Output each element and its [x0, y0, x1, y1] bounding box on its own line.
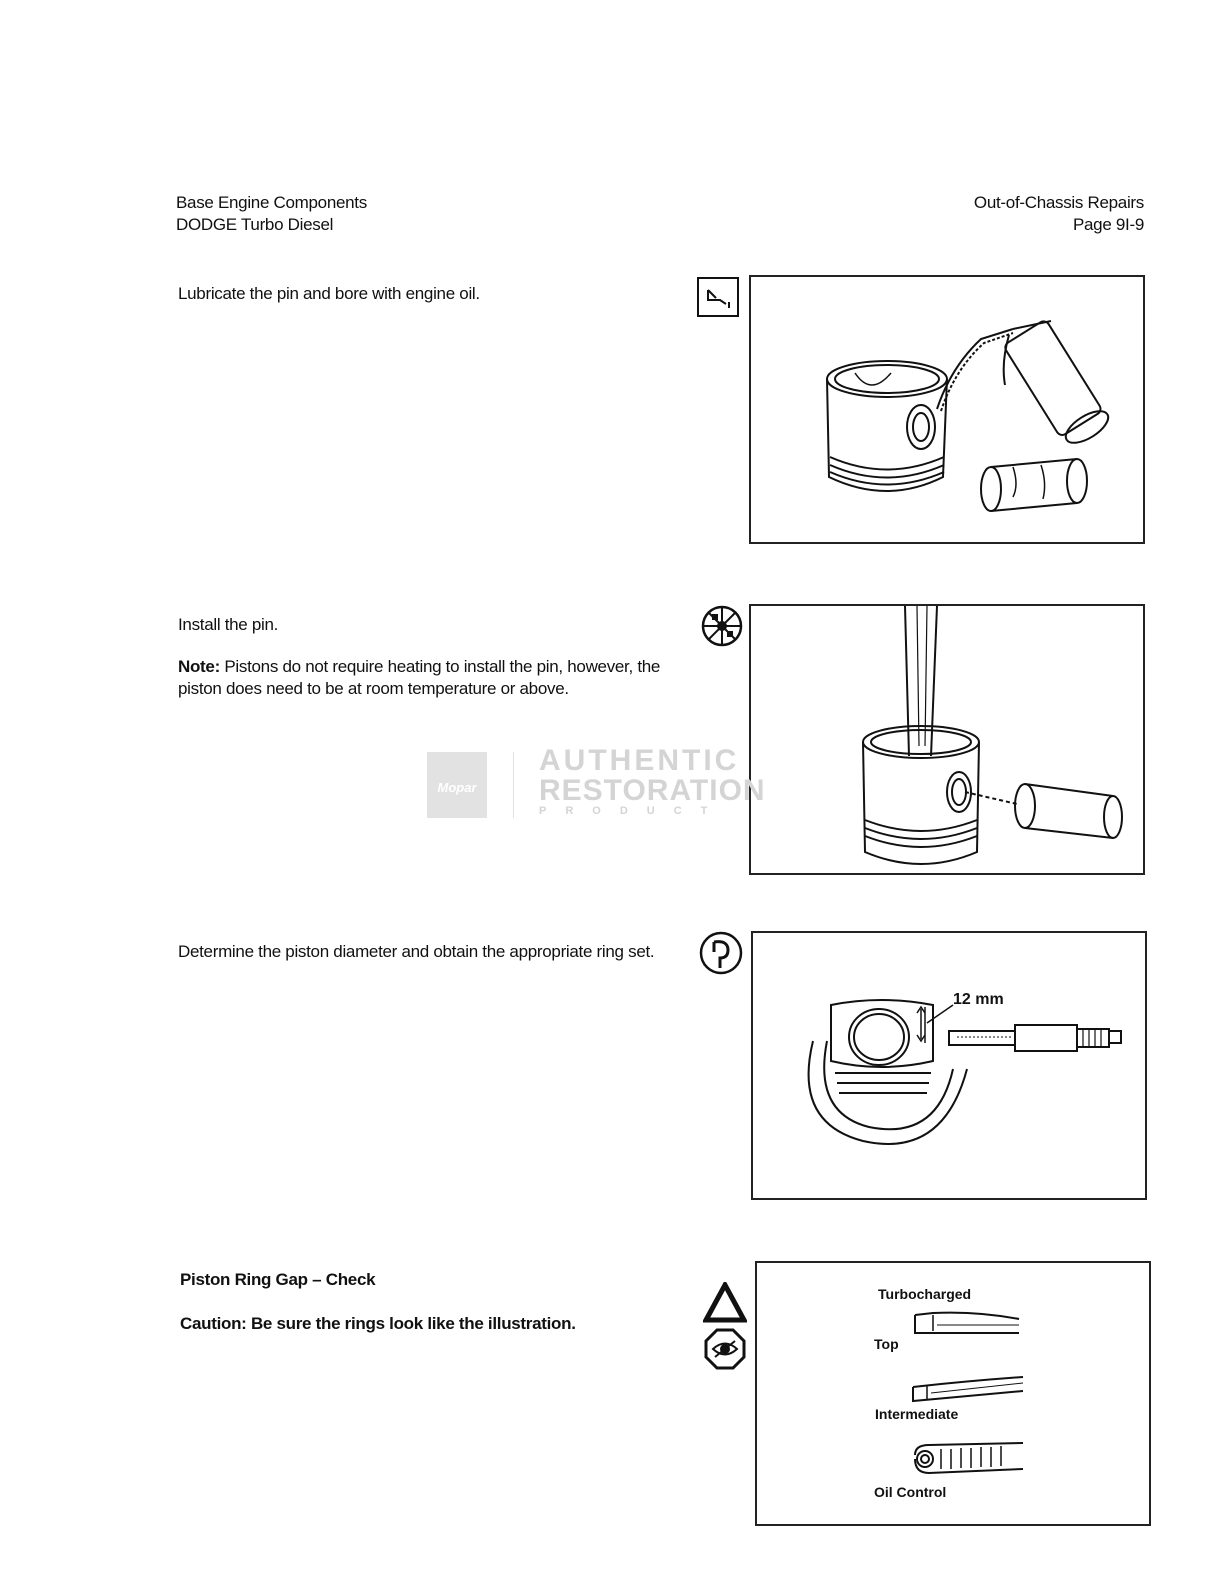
page-number: Page 9I-9 — [1072, 215, 1144, 234]
measure-icon — [698, 930, 744, 976]
mopar-logo-text: Mopar — [437, 780, 477, 795]
note-paragraph — [178, 656, 698, 700]
ring-label-intermediate: Intermediate — [875, 1406, 959, 1422]
ring-figure-title: Turbocharged — [878, 1286, 972, 1302]
oil-control-ring-profile — [915, 1443, 1023, 1473]
figure-install-pin — [749, 604, 1145, 875]
piston-drawing — [827, 361, 947, 491]
figure-lubricate — [749, 275, 1145, 544]
watermark-line2: RESTORATION — [539, 774, 766, 807]
step-install-text: Install the pin. — [178, 615, 279, 634]
ring-label-oil: Oil Control — [874, 1484, 947, 1500]
oil-can-icon — [696, 276, 740, 318]
top-ring-profile — [915, 1313, 1019, 1333]
header-left — [176, 192, 367, 236]
section-title: Base Engine Components — [176, 193, 367, 212]
caution-text: Caution: Be sure the rings look like the illustration. — [180, 1314, 576, 1333]
mopar-logo — [427, 752, 487, 818]
step-install-pin — [178, 614, 698, 700]
assembly-icon — [700, 604, 744, 648]
pin-drawing — [965, 784, 1122, 838]
step-measure-text: Determine the piston diameter and obtain the appropriate ring set. — [178, 942, 655, 961]
step-lubricate-text: Lubricate the pin and bore with engine oil. — [178, 284, 480, 303]
ring-gap-heading: Piston Ring Gap – Check — [180, 1270, 376, 1289]
header-right — [974, 192, 1144, 236]
ring-label-top: Top — [874, 1336, 899, 1352]
chapter-title: Out-of-Chassis Repairs — [973, 193, 1144, 212]
piston-drawing — [831, 1000, 933, 1093]
measurement-arrow — [917, 1005, 953, 1041]
oil-can-drawing — [937, 319, 1113, 449]
caution-icon — [703, 1282, 747, 1324]
measurement-label: 12 mm — [953, 991, 1004, 1008]
watermark-line3: PRODUCT — [539, 805, 727, 817]
inspect-eye-icon — [703, 1327, 747, 1371]
vehicle-title: DODGE Turbo Diesel — [176, 215, 334, 234]
piston-drawing — [863, 726, 979, 864]
watermark-line1: AUTHENTIC — [539, 744, 740, 777]
intermediate-ring-profile — [913, 1377, 1023, 1401]
connecting-rod-drawing — [905, 606, 937, 756]
pin-drawing — [981, 459, 1087, 511]
watermark — [427, 744, 787, 822]
figure-ring-profiles — [755, 1261, 1151, 1526]
figure-measure — [751, 931, 1147, 1200]
note-label: Note: — [178, 657, 220, 676]
note-text: Pistons do not require heating to install the pin, however, the piston does need to be at room temperature or above. — [178, 657, 661, 698]
watermark-divider — [513, 752, 514, 818]
